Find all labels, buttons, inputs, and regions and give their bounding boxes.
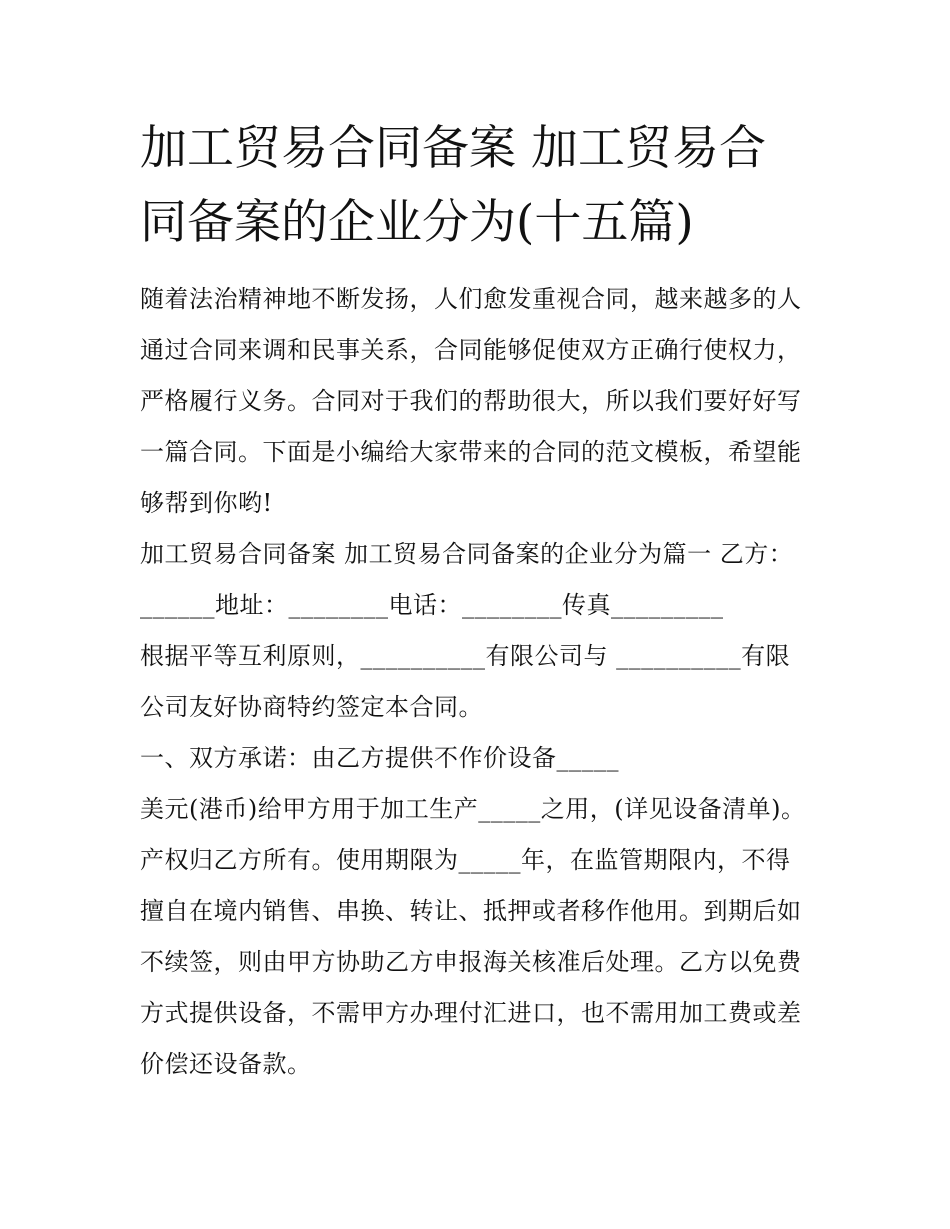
body-line: 严格履行义务。合同对于我们的帮助很大，所以我们要好好写 — [140, 387, 802, 415]
title-line: 同备案的企业分为(十五篇) — [140, 195, 694, 250]
title-line: 加工贸易合同备案 加工贸易合 — [140, 121, 766, 176]
body-line: ______地址：________电话：________传真_________ — [140, 591, 724, 619]
body-line: 随着法治精神地不断发扬，人们愈发重视合同，越来越多的人 — [140, 285, 802, 313]
document-title — [140, 112, 820, 260]
body-line: 根据平等互利原则，__________有限公司与 __________有限 — [140, 642, 791, 670]
body-line: 美元(港币)给甲方用于加工生产_____之用，(详见设备清单)。 — [140, 795, 806, 823]
body-line: 擅自在境内销售、串换、转让、抵押或者移作他用。到期后如 — [140, 897, 802, 925]
body-line: 够帮到你哟! — [140, 489, 273, 517]
body-line: 一、双方承诺：由乙方提供不作价设备_____ — [140, 744, 619, 772]
body-line: 价偿还设备款。 — [140, 1050, 312, 1078]
body-line: 一篇合同。下面是小编给大家带来的合同的范文模板，希望能 — [140, 438, 802, 466]
body-line: 公司友好协商特约签定本合同。 — [140, 693, 483, 721]
body-line: 不续签，则由甲方协助乙方申报海关核准后处理。乙方以免费 — [140, 948, 802, 976]
body-line: 加工贸易合同备案 加工贸易合同备案的企业分为篇一 乙方： — [140, 540, 794, 568]
body-line: 产权归乙方所有。使用期限为_____年，在监管期限内，不得 — [140, 846, 791, 874]
body-line: 通过合同来调和民事关系，合同能够促使双方正确行使权力， — [140, 336, 802, 364]
document-body — [140, 274, 820, 1090]
body-line: 方式提供设备，不需甲方办理付汇进口，也不需用加工费或差 — [140, 999, 802, 1027]
document-page — [140, 112, 820, 1090]
